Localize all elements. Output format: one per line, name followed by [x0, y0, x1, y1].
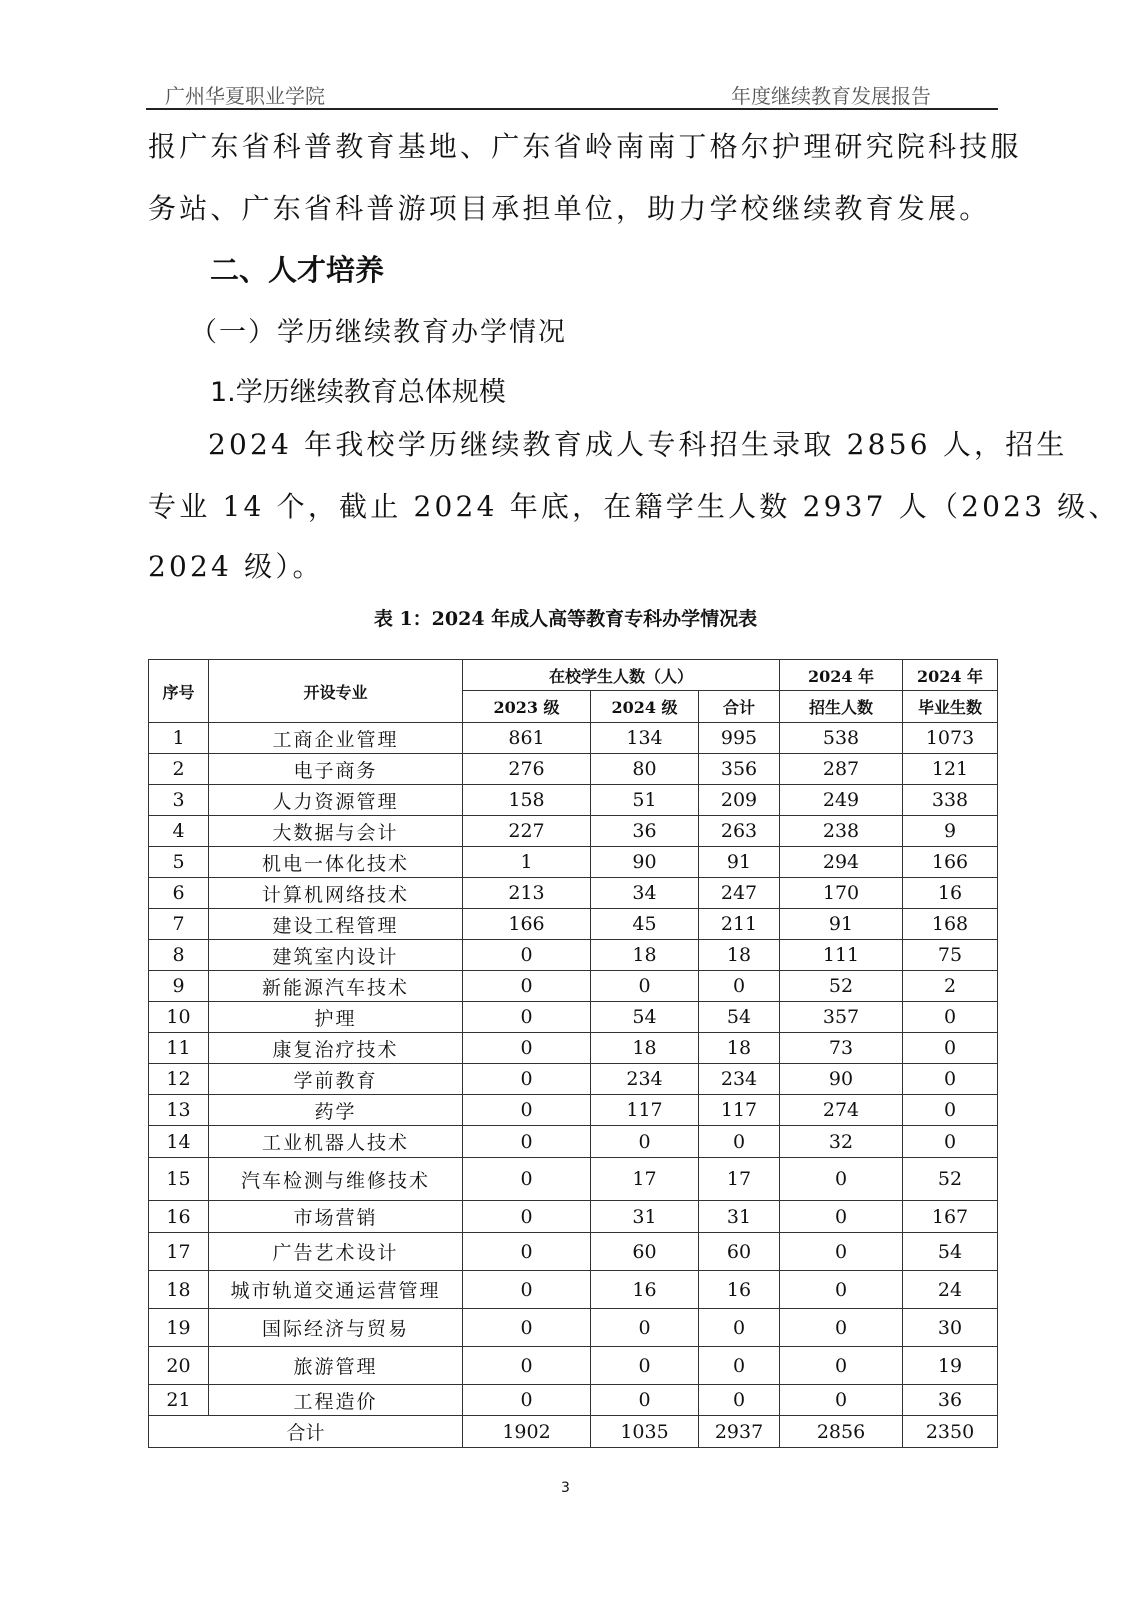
cell-major: 建筑室内设计: [209, 940, 463, 971]
cell-seq: 21: [149, 1385, 209, 1416]
cell-2023: 0: [463, 1385, 591, 1416]
cell-seq: 6: [149, 878, 209, 909]
cell-2024: 17: [591, 1158, 699, 1201]
intro-line-1: 报广东省科普教育基地、广东省岭南南丁格尔护理研究院科技服: [148, 130, 1022, 163]
table-row: [149, 1064, 998, 1095]
cell-2023: 0: [463, 1271, 591, 1309]
cell-subtotal: 209: [699, 785, 780, 816]
table-row: [149, 1271, 998, 1309]
cell-grad: 9: [903, 816, 998, 847]
cell-grad: 1073: [903, 723, 998, 754]
cell-seq: 14: [149, 1126, 209, 1158]
cell-subtotal: 0: [699, 1309, 780, 1347]
cell-seq: 10: [149, 1002, 209, 1033]
cell-seq: 18: [149, 1271, 209, 1309]
cell-2024: 18: [591, 940, 699, 971]
cell-seq: 8: [149, 940, 209, 971]
cell-subtotal: 91: [699, 847, 780, 878]
cell-2023: 1: [463, 847, 591, 878]
cell-major: 学前教育: [209, 1064, 463, 1095]
cell-admit: 294: [780, 847, 903, 878]
cell-2023: 213: [463, 878, 591, 909]
table-row: [149, 754, 998, 785]
cell-seq: 7: [149, 909, 209, 940]
header-enrolled-group: 在校学生人数（人）: [463, 660, 780, 691]
cell-subtotal: 31: [699, 1201, 780, 1233]
cell-major: 新能源汽车技术: [209, 971, 463, 1002]
cell-admit: 90: [780, 1064, 903, 1095]
total-label: 合计: [149, 1416, 463, 1448]
body-line-2: 专业 14 个，截止 2024 年底，在籍学生人数 2937 人（2023 级、: [148, 490, 1120, 523]
cell-2024: 51: [591, 785, 699, 816]
cell-2023: 158: [463, 785, 591, 816]
cell-2024: 54: [591, 1002, 699, 1033]
cell-2023: 0: [463, 971, 591, 1002]
cell-2023: 0: [463, 1126, 591, 1158]
cell-admit: 170: [780, 878, 903, 909]
cell-admit: 32: [780, 1126, 903, 1158]
cell-grad: 166: [903, 847, 998, 878]
cell-2024: 234: [591, 1064, 699, 1095]
body-line-1: 2024 年我校学历继续教育成人专科招生录取 2856 人，招生: [208, 428, 1068, 461]
cell-subtotal: 18: [699, 1033, 780, 1064]
cell-2024: 36: [591, 816, 699, 847]
cell-2024: 34: [591, 878, 699, 909]
cell-major: 康复治疗技术: [209, 1033, 463, 1064]
cell-admit: 357: [780, 1002, 903, 1033]
cell-subtotal: 263: [699, 816, 780, 847]
cell-major: 大数据与会计: [209, 816, 463, 847]
cell-admit: 0: [780, 1347, 903, 1385]
table-row: [149, 1002, 998, 1033]
cell-admit: 73: [780, 1033, 903, 1064]
cell-grad: 0: [903, 1033, 998, 1064]
cell-grad: 167: [903, 1201, 998, 1233]
cell-2023: 0: [463, 1158, 591, 1201]
table-row: [149, 878, 998, 909]
cell-2024: 60: [591, 1233, 699, 1271]
table-row: [149, 1309, 998, 1347]
cell-grad: 168: [903, 909, 998, 940]
cell-2023: 276: [463, 754, 591, 785]
cell-admit: 0: [780, 1385, 903, 1416]
cell-grad: 0: [903, 1126, 998, 1158]
cell-major: 国际经济与贸易: [209, 1309, 463, 1347]
cell-2023: 0: [463, 1002, 591, 1033]
cell-grad: 2: [903, 971, 998, 1002]
cell-subtotal: 211: [699, 909, 780, 940]
subsection-title: （一）学历继续教育办学情况: [190, 317, 567, 348]
table-row: [149, 1158, 998, 1201]
cell-seq: 4: [149, 816, 209, 847]
cell-seq: 16: [149, 1201, 209, 1233]
table-row: [149, 909, 998, 940]
cell-2024: 90: [591, 847, 699, 878]
cell-major: 汽车检测与维修技术: [209, 1158, 463, 1201]
cell-admit: 0: [780, 1233, 903, 1271]
cell-subtotal: 18: [699, 940, 780, 971]
header-admit-year: 2024 年: [780, 660, 903, 691]
cell-subtotal: 17: [699, 1158, 780, 1201]
cell-2023: 0: [463, 1309, 591, 1347]
table-row: [149, 971, 998, 1002]
cell-major: 工商企业管理: [209, 723, 463, 754]
intro-line-2: 务站、广东省科普游项目承担单位，助力学校继续教育发展。: [148, 192, 991, 225]
table-row: [149, 785, 998, 816]
total-subtotal: 2937: [699, 1416, 780, 1448]
cell-2023: 0: [463, 940, 591, 971]
subsubsection-title: 1.学历继续教育总体规模: [210, 377, 506, 408]
table-row: [149, 940, 998, 971]
cell-subtotal: 0: [699, 971, 780, 1002]
table-row: [149, 847, 998, 878]
table-row: [149, 1201, 998, 1233]
cell-2023: 861: [463, 723, 591, 754]
cell-subtotal: 995: [699, 723, 780, 754]
cell-admit: 538: [780, 723, 903, 754]
cell-subtotal: 0: [699, 1126, 780, 1158]
cell-major: 电子商务: [209, 754, 463, 785]
header-grad-count: 毕业生数: [903, 691, 998, 723]
table-row: [149, 1347, 998, 1385]
total-2023: 1902: [463, 1416, 591, 1448]
page-number: 3: [561, 1480, 570, 1496]
cell-major: 机电一体化技术: [209, 847, 463, 878]
cell-2024: 16: [591, 1271, 699, 1309]
table-row: [149, 1095, 998, 1126]
cell-2024: 117: [591, 1095, 699, 1126]
cell-major: 广告艺术设计: [209, 1233, 463, 1271]
cell-admit: 52: [780, 971, 903, 1002]
header-divider: [146, 108, 998, 110]
table-caption: 表 1：2024 年成人高等教育专科办学情况表: [373, 608, 758, 630]
cell-grad: 338: [903, 785, 998, 816]
cell-major: 城市轨道交通运营管理: [209, 1271, 463, 1309]
cell-2024: 134: [591, 723, 699, 754]
cell-2023: 0: [463, 1347, 591, 1385]
cell-2024: 0: [591, 1126, 699, 1158]
body-line-3: 2024 级）。: [148, 550, 324, 583]
cell-seq: 5: [149, 847, 209, 878]
cell-major: 市场营销: [209, 1201, 463, 1233]
cell-admit: 0: [780, 1201, 903, 1233]
cell-admit: 0: [780, 1309, 903, 1347]
header-seq: 序号: [149, 660, 209, 723]
cell-grad: 0: [903, 1064, 998, 1095]
total-2024: 1035: [591, 1416, 699, 1448]
cell-major: 药学: [209, 1095, 463, 1126]
table-row: [149, 1126, 998, 1158]
cell-seq: 9: [149, 971, 209, 1002]
table-row: [149, 1033, 998, 1064]
cell-2023: 0: [463, 1233, 591, 1271]
cell-admit: 0: [780, 1158, 903, 1201]
header-admit-count: 招生人数: [780, 691, 903, 723]
cell-grad: 121: [903, 754, 998, 785]
cell-subtotal: 247: [699, 878, 780, 909]
cell-2024: 0: [591, 971, 699, 1002]
cell-admit: 249: [780, 785, 903, 816]
total-admit: 2856: [780, 1416, 903, 1448]
cell-2024: 18: [591, 1033, 699, 1064]
cell-grad: 30: [903, 1309, 998, 1347]
cell-2023: 0: [463, 1064, 591, 1095]
cell-major: 工程造价: [209, 1385, 463, 1416]
table-row: [149, 816, 998, 847]
cell-major: 旅游管理: [209, 1347, 463, 1385]
cell-seq: 13: [149, 1095, 209, 1126]
cell-grad: 0: [903, 1002, 998, 1033]
cell-subtotal: 60: [699, 1233, 780, 1271]
cell-admit: 238: [780, 816, 903, 847]
cell-major: 护理: [209, 1002, 463, 1033]
cell-admit: 274: [780, 1095, 903, 1126]
cell-2023: 166: [463, 909, 591, 940]
cell-2023: 0: [463, 1201, 591, 1233]
cell-major: 建设工程管理: [209, 909, 463, 940]
cell-2024: 0: [591, 1347, 699, 1385]
cell-subtotal: 0: [699, 1385, 780, 1416]
cell-seq: 15: [149, 1158, 209, 1201]
cell-seq: 12: [149, 1064, 209, 1095]
enrollment-table: [148, 659, 998, 1448]
cell-2024: 0: [591, 1309, 699, 1347]
cell-admit: 287: [780, 754, 903, 785]
total-grad: 2350: [903, 1416, 998, 1448]
header-subtotal: 合计: [699, 691, 780, 723]
cell-grad: 52: [903, 1158, 998, 1201]
cell-subtotal: 16: [699, 1271, 780, 1309]
cell-2024: 31: [591, 1201, 699, 1233]
cell-seq: 2: [149, 754, 209, 785]
cell-subtotal: 54: [699, 1002, 780, 1033]
header-grade-2023: 2023 级: [463, 691, 591, 723]
cell-admit: 91: [780, 909, 903, 940]
cell-subtotal: 234: [699, 1064, 780, 1095]
cell-seq: 3: [149, 785, 209, 816]
cell-2024: 45: [591, 909, 699, 940]
cell-2024: 0: [591, 1385, 699, 1416]
table-row: [149, 1233, 998, 1271]
cell-2023: 0: [463, 1033, 591, 1064]
cell-grad: 16: [903, 878, 998, 909]
total-row: [149, 1416, 998, 1448]
cell-seq: 19: [149, 1309, 209, 1347]
cell-major: 工业机器人技术: [209, 1126, 463, 1158]
cell-admit: 0: [780, 1271, 903, 1309]
cell-2023: 227: [463, 816, 591, 847]
header-major: 开设专业: [209, 660, 463, 723]
cell-major: 计算机网络技术: [209, 878, 463, 909]
cell-seq: 20: [149, 1347, 209, 1385]
cell-seq: 17: [149, 1233, 209, 1271]
cell-major: 人力资源管理: [209, 785, 463, 816]
section-title: 二、人才培养: [210, 253, 385, 287]
cell-seq: 11: [149, 1033, 209, 1064]
cell-grad: 19: [903, 1347, 998, 1385]
cell-grad: 36: [903, 1385, 998, 1416]
header-grade-2024: 2024 级: [591, 691, 699, 723]
cell-seq: 1: [149, 723, 209, 754]
cell-grad: 75: [903, 940, 998, 971]
cell-grad: 54: [903, 1233, 998, 1271]
cell-admit: 111: [780, 940, 903, 971]
cell-2023: 0: [463, 1095, 591, 1126]
header-grad-year: 2024 年: [903, 660, 998, 691]
table-row: [149, 1385, 998, 1416]
cell-subtotal: 0: [699, 1347, 780, 1385]
running-header-title: 年度继续教育发展报告: [731, 84, 931, 108]
cell-grad: 24: [903, 1271, 998, 1309]
cell-2024: 80: [591, 754, 699, 785]
cell-subtotal: 117: [699, 1095, 780, 1126]
running-header-school: 广州华夏职业学院: [165, 84, 325, 108]
cell-grad: 0: [903, 1095, 998, 1126]
table-row: [149, 723, 998, 754]
cell-subtotal: 356: [699, 754, 780, 785]
